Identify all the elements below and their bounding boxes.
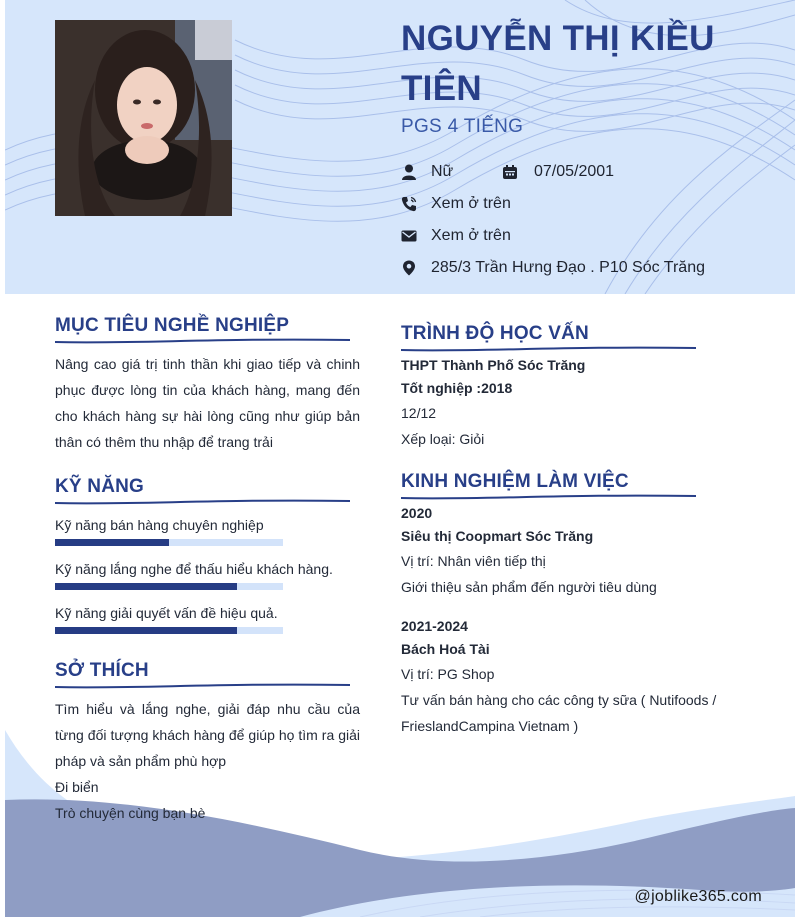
profile-photo — [55, 20, 232, 216]
education-grade: 12/12 — [401, 405, 437, 421]
hobbies-text: Tìm hiểu và lắng nghe, giải đáp nhu cầu của từng đối tượng khách hàng để giúp họ tìm ra giải pháp và sản phẩm phù hợp — [55, 701, 360, 769]
skill-label: Kỹ năng lắng nghe để thấu hiểu khách hàng. — [55, 561, 333, 577]
objective-underline — [55, 336, 350, 346]
hobbies-underline — [55, 681, 350, 691]
skill-bar-fill — [55, 583, 237, 590]
education-school: THPT Thành Phố Sóc Trăng — [401, 357, 586, 373]
gender-value: Nữ — [431, 163, 454, 180]
job-company: Siêu thị Coopmart Sóc Trăng — [401, 528, 594, 544]
birthday-row — [502, 160, 614, 184]
job-position: Vị trí: Nhân viên tiếp thị — [401, 553, 546, 569]
skill-bar — [55, 627, 283, 634]
phone-icon — [401, 196, 417, 212]
education-graduation: Tốt nghiệp :2018 — [401, 380, 513, 396]
address-row — [401, 256, 705, 280]
job-position: Vị trí: PG Shop — [401, 666, 495, 682]
skill-bar-fill — [55, 539, 169, 546]
phone-value: Xem ở trên — [431, 195, 511, 212]
skills-underline — [55, 497, 350, 507]
hobbies-title: SỞ THÍCH — [55, 660, 149, 681]
skill-label: Kỹ năng giải quyết vấn đề hiệu quả. — [55, 605, 278, 621]
objective-title: MỤC TIÊU NGHỀ NGHIỆP — [55, 315, 290, 336]
candidate-name: NGUYỄN THỊ KIỀU TIÊN — [401, 19, 715, 108]
gender-row — [401, 160, 453, 184]
education-rank: Xếp loại: Giỏi — [401, 431, 485, 447]
skill-bar — [55, 539, 283, 546]
email-value: Xem ở trên — [431, 227, 511, 244]
objective-text: Nâng cao giá trị tinh thần khi giao tiếp và chinh phục được lòng tin của khách hàng, mang đến cho khách hàng sự hài lòng cũng như giúp bản thân có thêm thu nhập để trang trải — [55, 356, 360, 450]
job-year: 2021-2024 — [401, 618, 468, 634]
job-description: Tư vấn bán hàng cho các công ty sữa ( Nutifoods / FrieslandCampina Vietnam ) — [401, 692, 717, 734]
hobby-item: Trò chuyện cùng bạn bè — [55, 805, 206, 821]
job-title: PGS 4 TIẾNG — [401, 116, 524, 137]
skill-bar-fill — [55, 627, 237, 634]
job-description: Giới thiệu sản phẩm đến người tiêu dùng — [401, 579, 657, 595]
experience-title: KINH NGHIỆM LÀM VIỆC — [401, 471, 629, 492]
user-icon — [401, 164, 417, 180]
experience-underline — [401, 492, 696, 502]
job-company: Bách Hoá Tài — [401, 641, 490, 657]
calendar-icon — [502, 164, 518, 180]
skill-label: Kỹ năng bán hàng chuyên nghiệp — [55, 517, 264, 533]
address-value: 285/3 Trần Hưng Đạo . P10 Sóc Trăng — [431, 259, 705, 276]
skills-title: KỸ NĂNG — [55, 476, 145, 497]
skill-bar — [55, 583, 283, 590]
mail-icon — [401, 228, 417, 244]
education-underline — [401, 344, 696, 354]
location-pin-icon — [401, 260, 417, 276]
education-title: TRÌNH ĐỘ HỌC VẤN — [401, 323, 589, 344]
phone-row — [401, 192, 511, 216]
footer-brand[interactable]: @joblike365.com — [634, 888, 762, 905]
hobby-item: Đi biển — [55, 779, 99, 795]
job-year: 2020 — [401, 505, 433, 521]
birthday-value: 07/05/2001 — [534, 163, 615, 180]
email-row — [401, 224, 511, 248]
